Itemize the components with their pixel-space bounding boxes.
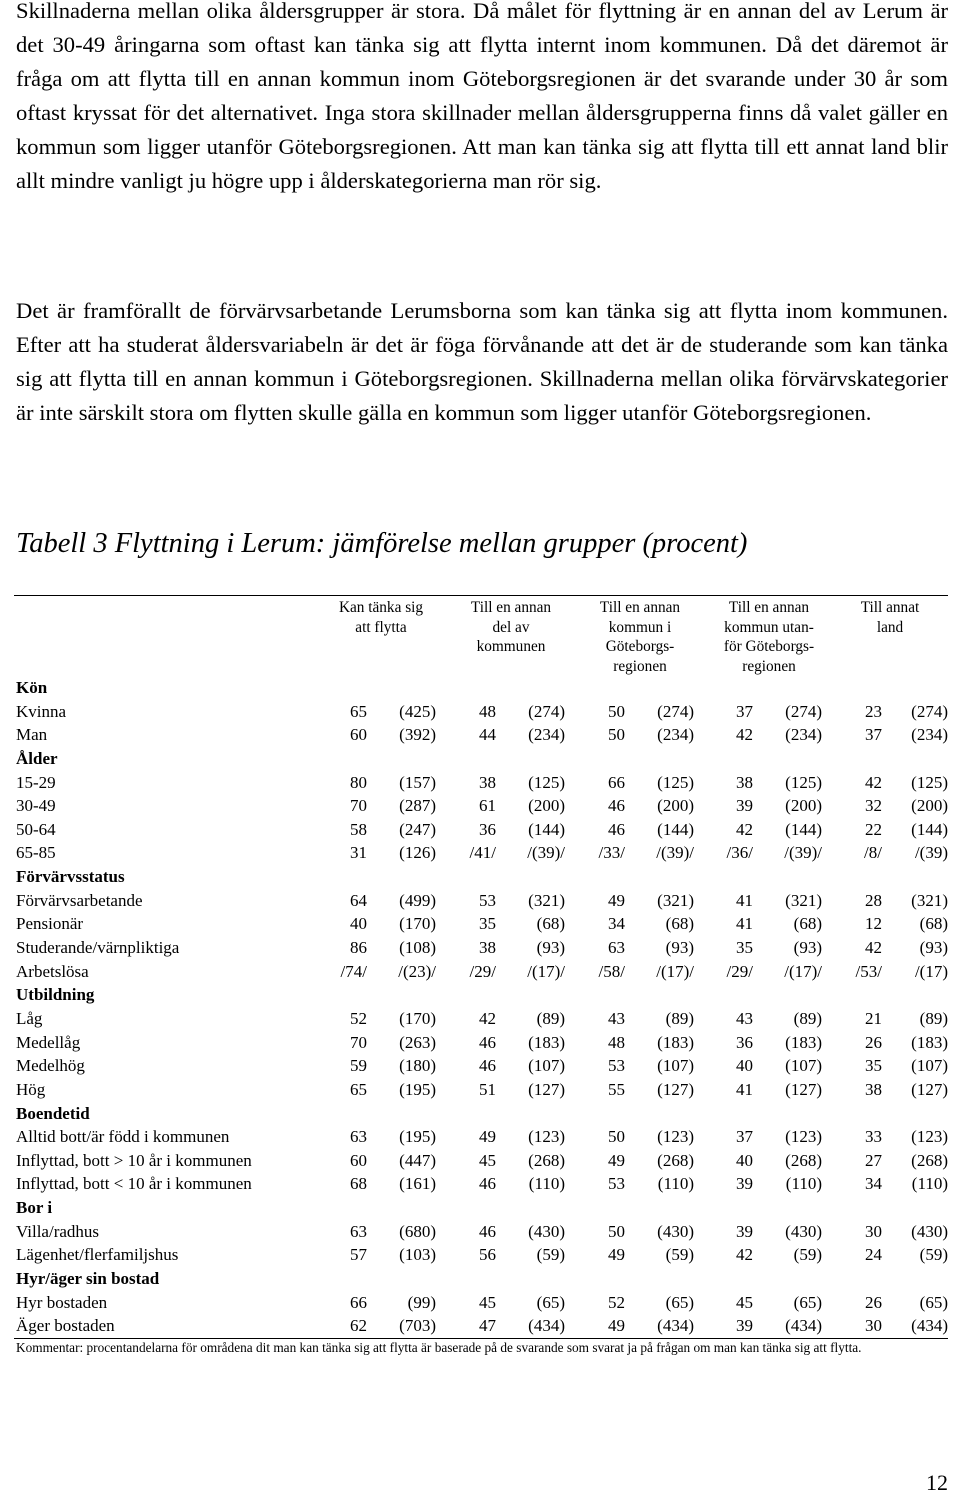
table-category-row bbox=[0, 747, 960, 771]
percent-cell: /29/ bbox=[469, 961, 496, 981]
count-cell: (183) bbox=[528, 1032, 565, 1052]
percent-cell: 39 bbox=[736, 796, 753, 816]
percent-cell: 55 bbox=[608, 1079, 625, 1099]
percent-cell: 48 bbox=[479, 701, 496, 721]
count-cell: (123) bbox=[911, 1127, 948, 1147]
category-label: Utbildning bbox=[16, 985, 95, 1005]
percent-cell: 47 bbox=[479, 1316, 496, 1336]
count-cell: (127) bbox=[657, 1079, 694, 1099]
row-label: Äger bostaden bbox=[16, 1316, 115, 1336]
percent-cell: 50 bbox=[608, 701, 625, 721]
percent-cell: 49 bbox=[608, 1150, 625, 1170]
count-cell: (123) bbox=[785, 1127, 822, 1147]
percent-cell: 86 bbox=[350, 938, 367, 958]
percent-cell: 61 bbox=[479, 796, 496, 816]
row-label: Kvinna bbox=[16, 701, 67, 721]
count-cell: (180) bbox=[399, 1056, 436, 1076]
count-cell: (93) bbox=[665, 938, 694, 958]
percent-cell: 66 bbox=[350, 1292, 367, 1312]
percent-cell: 31 bbox=[350, 843, 367, 863]
row-label: Arbetslösa bbox=[16, 961, 89, 981]
count-cell: (68) bbox=[536, 914, 565, 934]
count-cell: (59) bbox=[536, 1245, 565, 1265]
count-cell: (68) bbox=[919, 914, 948, 934]
percent-cell: 35 bbox=[865, 1056, 882, 1076]
count-cell: (234) bbox=[528, 725, 565, 745]
percent-cell: 60 bbox=[350, 1150, 367, 1170]
table-category-row bbox=[0, 865, 960, 889]
percent-cell: 40 bbox=[736, 1150, 753, 1170]
row-label: Förvärvsarbetande bbox=[16, 890, 143, 910]
row-label: Pensionär bbox=[16, 914, 84, 934]
count-cell: (200) bbox=[911, 796, 948, 816]
count-cell: (99) bbox=[407, 1292, 436, 1312]
count-cell: (157) bbox=[399, 772, 436, 792]
table-category-row bbox=[0, 1267, 960, 1291]
percent-cell: 63 bbox=[350, 1221, 367, 1241]
count-cell: /(17)/ bbox=[656, 961, 694, 981]
count-cell: (268) bbox=[657, 1150, 694, 1170]
count-cell: (200) bbox=[528, 796, 565, 816]
count-cell: (65) bbox=[793, 1292, 822, 1312]
count-cell: (703) bbox=[399, 1316, 436, 1336]
percent-cell: 32 bbox=[865, 796, 882, 816]
column-header-kan-tanka-sig: Kan tänka sig att flytta bbox=[338, 599, 424, 636]
percent-cell: 51 bbox=[479, 1079, 496, 1099]
percent-cell: 28 bbox=[865, 890, 882, 910]
count-cell: (126) bbox=[399, 843, 436, 863]
percent-cell: 41 bbox=[736, 890, 753, 910]
count-cell: (144) bbox=[528, 819, 565, 839]
percent-cell: 34 bbox=[865, 1174, 882, 1194]
count-cell: (110) bbox=[785, 1174, 822, 1194]
count-cell: (263) bbox=[399, 1032, 436, 1052]
count-cell: (107) bbox=[657, 1056, 694, 1076]
percent-cell: 41 bbox=[736, 914, 753, 934]
count-cell: (125) bbox=[911, 772, 948, 792]
percent-cell: 39 bbox=[736, 1174, 753, 1194]
percent-cell: 43 bbox=[608, 1008, 625, 1028]
count-cell: (65) bbox=[919, 1292, 948, 1312]
percent-cell: 26 bbox=[865, 1292, 882, 1312]
count-cell: (234) bbox=[785, 725, 822, 745]
row-label: Hyr bostaden bbox=[16, 1292, 108, 1312]
row-label: Inflyttad, bott < 10 år i kommunen bbox=[16, 1174, 252, 1194]
column-header-annat-land: Till annat land bbox=[860, 599, 920, 636]
percent-cell: 12 bbox=[865, 914, 882, 934]
percent-cell: /29/ bbox=[726, 961, 753, 981]
percent-cell: 46 bbox=[608, 819, 625, 839]
percent-cell: 42 bbox=[736, 725, 753, 745]
percent-cell: 42 bbox=[865, 772, 882, 792]
count-cell: (430) bbox=[657, 1221, 694, 1241]
percent-cell: 70 bbox=[350, 796, 367, 816]
count-cell: (125) bbox=[785, 772, 822, 792]
percent-cell: 46 bbox=[479, 1056, 496, 1076]
count-cell: (170) bbox=[399, 914, 436, 934]
percent-cell: 37 bbox=[865, 725, 882, 745]
count-cell: (183) bbox=[785, 1032, 822, 1052]
percent-cell: 58 bbox=[350, 819, 367, 839]
count-cell: (392) bbox=[399, 725, 436, 745]
count-cell: (195) bbox=[399, 1127, 436, 1147]
row-label: Man bbox=[16, 725, 48, 745]
percent-cell: 35 bbox=[479, 914, 496, 934]
category-label: Förvärvsstatus bbox=[16, 867, 125, 887]
percent-cell: /36/ bbox=[726, 843, 753, 863]
row-label: Låg bbox=[16, 1008, 43, 1028]
count-cell: (268) bbox=[911, 1150, 948, 1170]
count-cell: (108) bbox=[399, 938, 436, 958]
column-header-kommun-i-gr: Till en annan kommun i Göteborgs- regionen bbox=[599, 599, 681, 675]
count-cell: (144) bbox=[911, 819, 948, 839]
percent-cell: 56 bbox=[479, 1245, 496, 1265]
count-cell: (274) bbox=[528, 701, 565, 721]
count-cell: (430) bbox=[911, 1221, 948, 1241]
column-header-annan-del: Till en annan del av kommunen bbox=[470, 599, 552, 656]
count-cell: (89) bbox=[665, 1008, 694, 1028]
row-label: 15-29 bbox=[16, 772, 56, 792]
count-cell: /(23)/ bbox=[398, 961, 436, 981]
percent-cell: 57 bbox=[350, 1245, 367, 1265]
percent-cell: 52 bbox=[608, 1292, 625, 1312]
table-row bbox=[0, 723, 960, 747]
count-cell: (247) bbox=[399, 819, 436, 839]
count-cell: (68) bbox=[665, 914, 694, 934]
percent-cell: 65 bbox=[350, 701, 367, 721]
count-cell: (127) bbox=[528, 1079, 565, 1099]
count-cell: (170) bbox=[399, 1008, 436, 1028]
count-cell: (274) bbox=[911, 701, 948, 721]
table-row bbox=[0, 912, 960, 936]
count-cell: /(17)/ bbox=[784, 961, 822, 981]
percent-cell: 41 bbox=[736, 1079, 753, 1099]
percent-cell: 59 bbox=[350, 1056, 367, 1076]
row-label: Studerande/värnpliktiga bbox=[16, 938, 180, 958]
percent-cell: 64 bbox=[350, 890, 367, 910]
count-cell: (499) bbox=[399, 890, 436, 910]
percent-cell: 42 bbox=[865, 938, 882, 958]
count-cell: /(17)/ bbox=[527, 961, 565, 981]
percent-cell: 49 bbox=[608, 1245, 625, 1265]
row-label: 50-64 bbox=[16, 819, 56, 839]
count-cell: (434) bbox=[785, 1316, 822, 1336]
table-row bbox=[0, 1291, 960, 1315]
percent-cell: /8/ bbox=[864, 843, 882, 863]
row-label: Medelhög bbox=[16, 1056, 85, 1076]
table-row bbox=[0, 1149, 960, 1173]
percent-cell: 46 bbox=[479, 1032, 496, 1052]
table-row bbox=[0, 1054, 960, 1078]
count-cell: (430) bbox=[528, 1221, 565, 1241]
count-cell: (123) bbox=[657, 1127, 694, 1147]
table-top-rule bbox=[14, 595, 948, 596]
count-cell: (144) bbox=[785, 819, 822, 839]
count-cell: (274) bbox=[657, 701, 694, 721]
table-row bbox=[0, 818, 960, 842]
row-label: Lägenhet/flerfamiljshus bbox=[16, 1245, 179, 1265]
percent-cell: 33 bbox=[865, 1127, 882, 1147]
count-cell: (59) bbox=[665, 1245, 694, 1265]
percent-cell: 36 bbox=[736, 1032, 753, 1052]
count-cell: (110) bbox=[657, 1174, 694, 1194]
count-cell: (434) bbox=[911, 1316, 948, 1336]
count-cell: (183) bbox=[911, 1032, 948, 1052]
percent-cell: 38 bbox=[865, 1079, 882, 1099]
table-row bbox=[0, 1220, 960, 1244]
table-category-row bbox=[0, 1196, 960, 1220]
count-cell: (287) bbox=[399, 796, 436, 816]
count-cell: (321) bbox=[785, 890, 822, 910]
count-cell: (200) bbox=[657, 796, 694, 816]
percent-cell: 66 bbox=[608, 772, 625, 792]
percent-cell: 80 bbox=[350, 772, 367, 792]
count-cell: (321) bbox=[911, 890, 948, 910]
table-row bbox=[0, 1314, 960, 1338]
table-row bbox=[0, 1125, 960, 1149]
percent-cell: 65 bbox=[350, 1079, 367, 1099]
count-cell: /(17) bbox=[914, 961, 948, 981]
count-cell: (110) bbox=[911, 1174, 948, 1194]
percent-cell: 50 bbox=[608, 1127, 625, 1147]
percent-cell: 52 bbox=[350, 1008, 367, 1028]
percent-cell: /41/ bbox=[469, 843, 496, 863]
percent-cell: 40 bbox=[736, 1056, 753, 1076]
count-cell: (200) bbox=[785, 796, 822, 816]
table-row bbox=[0, 841, 960, 865]
count-cell: (434) bbox=[657, 1316, 694, 1336]
table-row bbox=[0, 1172, 960, 1196]
count-cell: (93) bbox=[919, 938, 948, 958]
count-cell: (103) bbox=[399, 1245, 436, 1265]
count-cell: (93) bbox=[536, 938, 565, 958]
percent-cell: 36 bbox=[479, 819, 496, 839]
count-cell: (447) bbox=[399, 1150, 436, 1170]
percent-cell: 21 bbox=[865, 1008, 882, 1028]
percent-cell: 38 bbox=[736, 772, 753, 792]
percent-cell: 49 bbox=[608, 1316, 625, 1336]
percent-cell: 53 bbox=[608, 1056, 625, 1076]
table-row bbox=[0, 771, 960, 795]
count-cell: (107) bbox=[911, 1056, 948, 1076]
percent-cell: 70 bbox=[350, 1032, 367, 1052]
row-label: Hög bbox=[16, 1079, 46, 1099]
percent-cell: 22 bbox=[865, 819, 882, 839]
row-label: Alltid bott/är född i kommunen bbox=[16, 1127, 230, 1147]
table-body bbox=[0, 676, 960, 1338]
percent-cell: 34 bbox=[608, 914, 625, 934]
percent-cell: 50 bbox=[608, 725, 625, 745]
percent-cell: 63 bbox=[350, 1127, 367, 1147]
percent-cell: 45 bbox=[736, 1292, 753, 1312]
table-row bbox=[0, 936, 960, 960]
percent-cell: /53/ bbox=[855, 961, 882, 981]
count-cell: /(39) bbox=[914, 843, 948, 863]
count-cell: (183) bbox=[657, 1032, 694, 1052]
percent-cell: 23 bbox=[865, 701, 882, 721]
percent-cell: 45 bbox=[479, 1292, 496, 1312]
category-label: Boendetid bbox=[16, 1103, 90, 1123]
column-header-kommun-utanfor-gr: Till en annan kommun utan- för Göteborgs- regionen bbox=[723, 599, 815, 675]
percent-cell: 46 bbox=[608, 796, 625, 816]
table-row bbox=[0, 1007, 960, 1031]
percent-cell: 42 bbox=[736, 1245, 753, 1265]
count-cell: (430) bbox=[785, 1221, 822, 1241]
percent-cell: 42 bbox=[736, 819, 753, 839]
percent-cell: 53 bbox=[608, 1174, 625, 1194]
percent-cell: 30 bbox=[865, 1316, 882, 1336]
count-cell: (425) bbox=[399, 701, 436, 721]
percent-cell: 38 bbox=[479, 938, 496, 958]
row-label: Villa/radhus bbox=[16, 1221, 100, 1241]
percent-cell: 39 bbox=[736, 1221, 753, 1241]
count-cell: /(39)/ bbox=[527, 843, 565, 863]
body-paragraph-1: Skillnaderna mellan olika åldersgrupper är stora. Då målet för flyttning är en annan del av Lerum är det 30-49 åringarna som oftast kan tänka sig att flytta internt inom kommunen. Då det däremot är fråga om att flytta till en annan kommun inom Göteborgsregionen är det svarande under 30 år som oftast kryssat för det alternativet. Inga stora skillnader mellan åldersgrupperna finns då valet gäller en kommun som ligger utanför Göteborgsregionen. Att man kan tänka sig att flytta till ett annat land blir allt mindre vanligt ju högre upp i ålderskategorierna man rör sig. bbox=[16, 0, 948, 193]
count-cell: (268) bbox=[528, 1150, 565, 1170]
table-row bbox=[0, 700, 960, 724]
table-note: Kommentar: procentandelarna för områdena dit man kan tänka sig att flytta är baserade på de svarande som svarat ja på frågan om man kan tänka sig att flytta. bbox=[16, 1340, 862, 1355]
count-cell: (68) bbox=[793, 914, 822, 934]
count-cell: (268) bbox=[785, 1150, 822, 1170]
count-cell: (123) bbox=[528, 1127, 565, 1147]
percent-cell: 62 bbox=[350, 1316, 367, 1336]
percent-cell: 27 bbox=[865, 1150, 882, 1170]
percent-cell: 46 bbox=[479, 1174, 496, 1194]
percent-cell: 60 bbox=[350, 725, 367, 745]
percent-cell: 24 bbox=[865, 1245, 882, 1265]
count-cell: (59) bbox=[793, 1245, 822, 1265]
count-cell: (195) bbox=[399, 1079, 436, 1099]
percent-cell: 53 bbox=[479, 890, 496, 910]
count-cell: /(39)/ bbox=[784, 843, 822, 863]
count-cell: (127) bbox=[785, 1079, 822, 1099]
table-category-row bbox=[0, 1102, 960, 1126]
percent-cell: /33/ bbox=[598, 843, 625, 863]
count-cell: (89) bbox=[919, 1008, 948, 1028]
category-label: Bor i bbox=[16, 1198, 53, 1218]
percent-cell: 49 bbox=[479, 1127, 496, 1147]
percent-cell: 42 bbox=[479, 1008, 496, 1028]
count-cell: (680) bbox=[399, 1221, 436, 1241]
count-cell: (107) bbox=[528, 1056, 565, 1076]
count-cell: (274) bbox=[785, 701, 822, 721]
percent-cell: 45 bbox=[479, 1150, 496, 1170]
row-label: Inflyttad, bott > 10 år i kommunen bbox=[16, 1150, 252, 1170]
count-cell: (161) bbox=[399, 1174, 436, 1194]
percent-cell: 26 bbox=[865, 1032, 882, 1052]
count-cell: (125) bbox=[528, 772, 565, 792]
category-label: Ålder bbox=[16, 748, 58, 768]
table-title: Tabell 3 Flyttning i Lerum: jämförelse mellan grupper (procent) bbox=[16, 528, 748, 559]
body-paragraph-2: Det är framförallt de förvärvsarbetande Lerumsborna som kan tänka sig att flytta inom kommunen. Efter att ha studerat åldersvariabeln är det är föga förvånande att det är de studerande som kan tänka sig att flytta till en annan kommun i Göteborgsregionen. Skillnaderna mellan olika förvärvskategorier är inte särskilt stora om flytten skulle gälla en kommun som ligger utanför Göteborgsregionen. bbox=[16, 298, 948, 425]
page-number: 12 bbox=[926, 1470, 948, 1495]
row-label: 30-49 bbox=[16, 796, 56, 816]
count-cell: (127) bbox=[911, 1079, 948, 1099]
table-row bbox=[0, 1243, 960, 1267]
percent-cell: 38 bbox=[479, 772, 496, 792]
count-cell: (125) bbox=[657, 772, 694, 792]
percent-cell: 30 bbox=[865, 1221, 882, 1241]
count-cell: (59) bbox=[919, 1245, 948, 1265]
count-cell: (65) bbox=[536, 1292, 565, 1312]
count-cell: (144) bbox=[657, 819, 694, 839]
percent-cell: 40 bbox=[350, 914, 367, 934]
table-row bbox=[0, 1031, 960, 1055]
table-category-row bbox=[0, 676, 960, 700]
percent-cell: 48 bbox=[608, 1032, 625, 1052]
percent-cell: 44 bbox=[479, 725, 496, 745]
percent-cell: 49 bbox=[608, 890, 625, 910]
percent-cell: /74/ bbox=[340, 961, 367, 981]
count-cell: (93) bbox=[793, 938, 822, 958]
percent-cell: 63 bbox=[608, 938, 625, 958]
count-cell: (434) bbox=[528, 1316, 565, 1336]
count-cell: (89) bbox=[793, 1008, 822, 1028]
table-row bbox=[0, 794, 960, 818]
table-row bbox=[0, 960, 960, 984]
table-row bbox=[0, 889, 960, 913]
category-label: Kön bbox=[16, 678, 48, 697]
percent-cell: /58/ bbox=[598, 961, 625, 981]
count-cell: (321) bbox=[657, 890, 694, 910]
count-cell: /(39)/ bbox=[656, 843, 694, 863]
percent-cell: 37 bbox=[736, 701, 753, 721]
count-cell: (89) bbox=[536, 1008, 565, 1028]
percent-cell: 39 bbox=[736, 1316, 753, 1336]
table-row bbox=[0, 1078, 960, 1102]
count-cell: (107) bbox=[785, 1056, 822, 1076]
row-label: 65-85 bbox=[16, 843, 56, 863]
percent-cell: 46 bbox=[479, 1221, 496, 1241]
row-label: Medellåg bbox=[16, 1032, 81, 1052]
percent-cell: 35 bbox=[736, 938, 753, 958]
count-cell: (65) bbox=[665, 1292, 694, 1312]
count-cell: (110) bbox=[528, 1174, 565, 1194]
percent-cell: 68 bbox=[350, 1174, 367, 1194]
percent-cell: 50 bbox=[608, 1221, 625, 1241]
count-cell: (321) bbox=[528, 890, 565, 910]
category-label: Hyr/äger sin bostad bbox=[16, 1269, 160, 1289]
table-category-row bbox=[0, 983, 960, 1007]
count-cell: (234) bbox=[657, 725, 694, 745]
percent-cell: 37 bbox=[736, 1127, 753, 1147]
percent-cell: 43 bbox=[736, 1008, 753, 1028]
count-cell: (234) bbox=[911, 725, 948, 745]
